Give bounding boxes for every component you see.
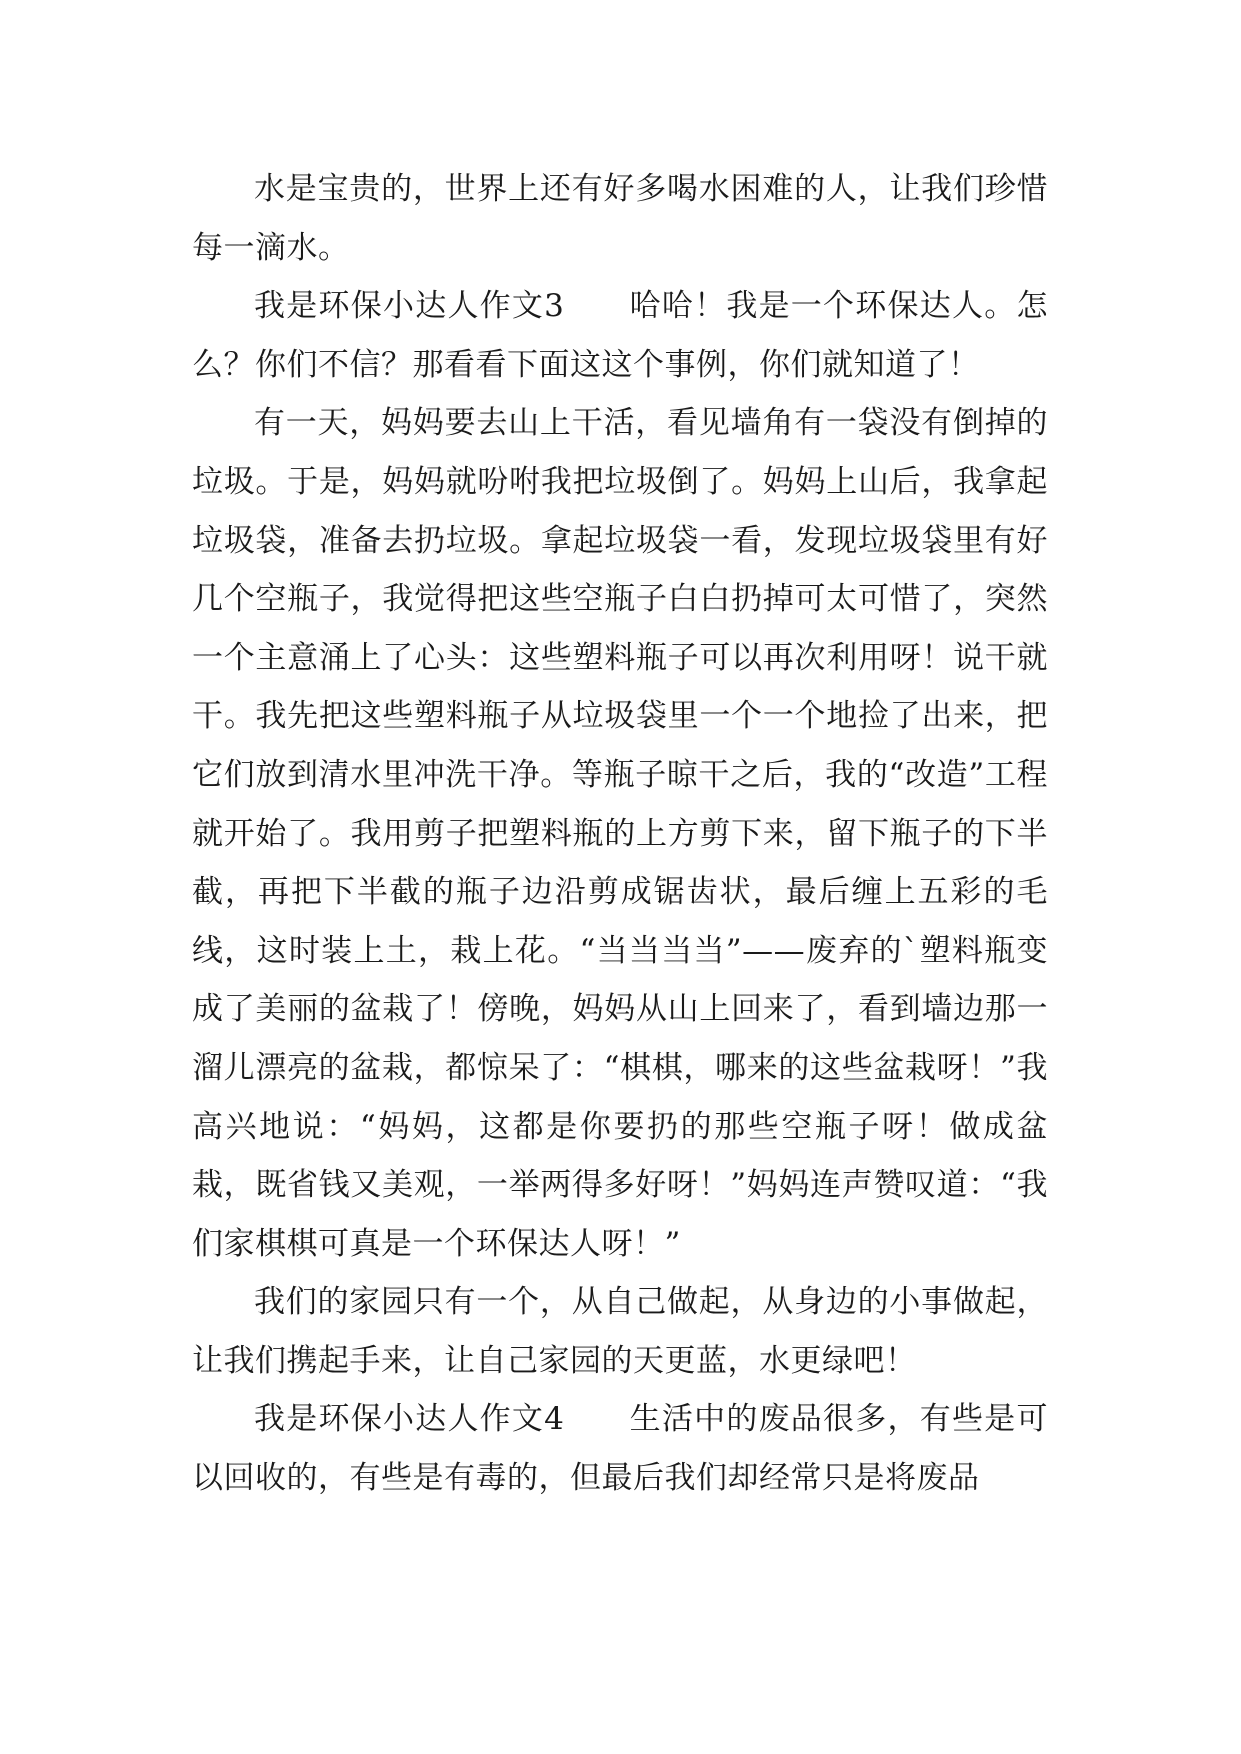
essay-body xyxy=(192,160,1048,1508)
paragraph-essay-4-intro: 我是环保小达人作文4 生活中的废品很多，有些是可以回收的，有些是有毒的，但最后我们却经常只是将废品 xyxy=(192,1401,1048,1497)
paragraph-essay-3-intro: 我是环保小达人作文3 哈哈！我是一个环保达人。怎么？你们不信？那看看下面这这个事例，你们就知道了！ xyxy=(192,288,1048,383)
paragraph-conclusion: 我们的家园只有一个，从自己做起，从身边的小事做起，让我们携起手来，让自己家园的天更蓝，水更绿吧！ xyxy=(192,1284,1048,1379)
paragraph-bottle-story: 有一天，妈妈要去山上干活，看见墙角有一袋没有倒掉的垃圾。于是，妈妈就吩咐我把垃圾倒了。妈妈上山后，我拿起垃圾袋，准备去扔垃圾。拿起垃圾袋一看，发现垃圾袋里有好几个空瓶子，我觉得把这些空瓶子白白扔掉可太可惜了，突然一个主意涌上了心头：这些塑料瓶子可以再次利用呀！说干就干。我先把这些塑料瓶子从垃圾袋里一个一个地捡了出来，把它们放到清水里冲洗干净。等瓶子晾干之后，我的“改造”工程就开始了。我用剪子把塑料瓶的上方剪下来，留下瓶子的下半截，再把下半截的瓶子边沿剪成锯齿状，最后缠上五彩的毛线，这时装上土，栽上花。“当当当当”——废弃的`塑料瓶变成了美丽的盆栽了！傍晚，妈妈从山上回来了，看到墙边那一溜儿漂亮的盆栽，都惊呆了：“棋棋，哪来的这些盆栽呀！”我高兴地说：“妈妈，这都是你要扔的那些空瓶子呀！做成盆栽，既省钱又美观，一举两得多好呀！”妈妈连声赞叹道：“我们家棋棋可真是一个环保达人呀！” xyxy=(192,405,1048,1262)
paragraph-water: 水是宝贵的，世界上还有好多喝水困难的人，让我们珍惜每一滴水。 xyxy=(192,171,1048,266)
